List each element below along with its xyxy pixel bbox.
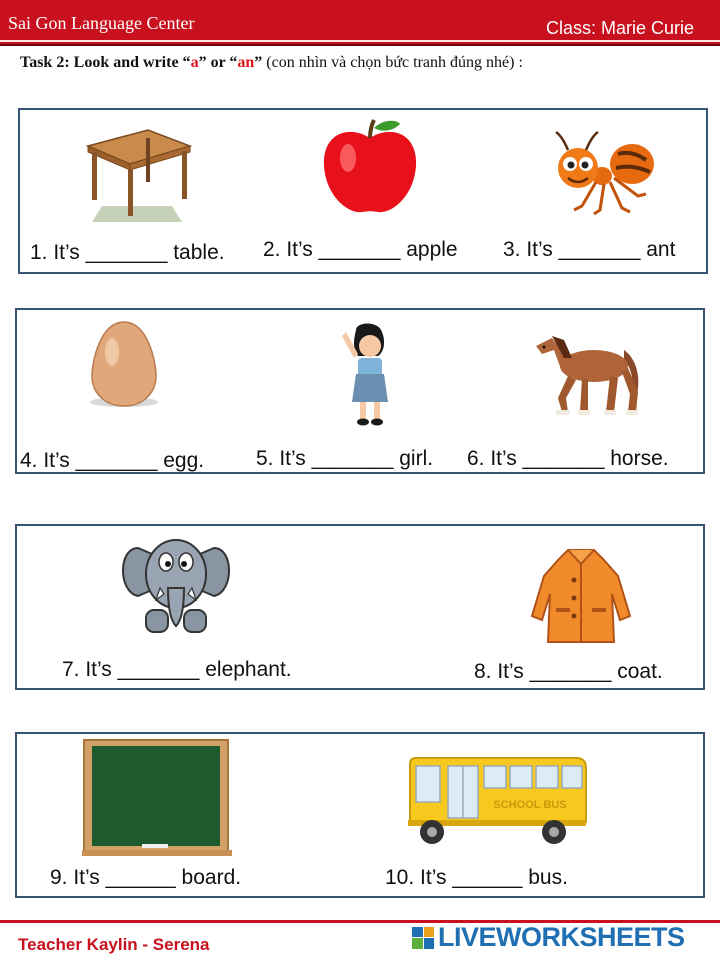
brand-logo: [412, 922, 685, 953]
item-4-sentence: 4. It’s _______ egg.: [20, 449, 205, 472]
apple-icon: [318, 116, 422, 216]
task-prefix: Task 2: Look and write “: [20, 54, 191, 71]
header-divider: [0, 40, 720, 42]
elephant-icon: [118, 528, 234, 638]
coat-icon: [530, 546, 632, 646]
board-icon: [82, 738, 232, 860]
item-3-sentence: 3. It’s _______ ant: [503, 238, 676, 261]
item-5-sentence: 5. It’s _______ girl.: [256, 447, 434, 470]
center-name: Sai Gon Language Center: [8, 13, 195, 33]
task-note: (con nhìn và chọn bức tranh đúng nhé) :: [262, 54, 523, 71]
item-8-sentence: 8. It’s _______ coat.: [474, 660, 663, 683]
item-10-sentence: 10. It’s ______ bus.: [385, 866, 568, 889]
item-7-sentence: 7. It’s _______ elephant.: [62, 658, 292, 681]
ant-icon: [552, 120, 658, 218]
table-icon: [84, 124, 194, 224]
task-instruction: [20, 52, 600, 73]
bus-label: SCHOOL BUS: [493, 799, 567, 811]
item-1-sentence: 1. It’s _______ table.: [30, 241, 225, 264]
header-bar: [0, 0, 720, 46]
brand-name: LIVEWORKSHEETS: [438, 922, 685, 952]
item-6-sentence: 6. It’s _______ horse.: [467, 447, 669, 470]
task-middle: ” or “: [198, 54, 238, 71]
item-9-sentence: 9. It’s ______ board.: [50, 866, 242, 889]
egg-icon: [74, 316, 174, 414]
task-suffix: ”: [254, 54, 263, 71]
task-a: a: [190, 54, 199, 71]
liveworksheets-icon: [412, 927, 434, 949]
bus-icon: [406, 752, 588, 846]
horse-icon: [528, 320, 646, 420]
class-label: Class: Marie Curie: [545, 18, 694, 38]
task-an: an: [237, 54, 255, 71]
item-2-sentence: 2. It’s _______ apple: [263, 238, 458, 261]
teacher-credit: Teacher Kaylin - Serena: [18, 935, 210, 954]
girl-icon: [334, 318, 398, 430]
